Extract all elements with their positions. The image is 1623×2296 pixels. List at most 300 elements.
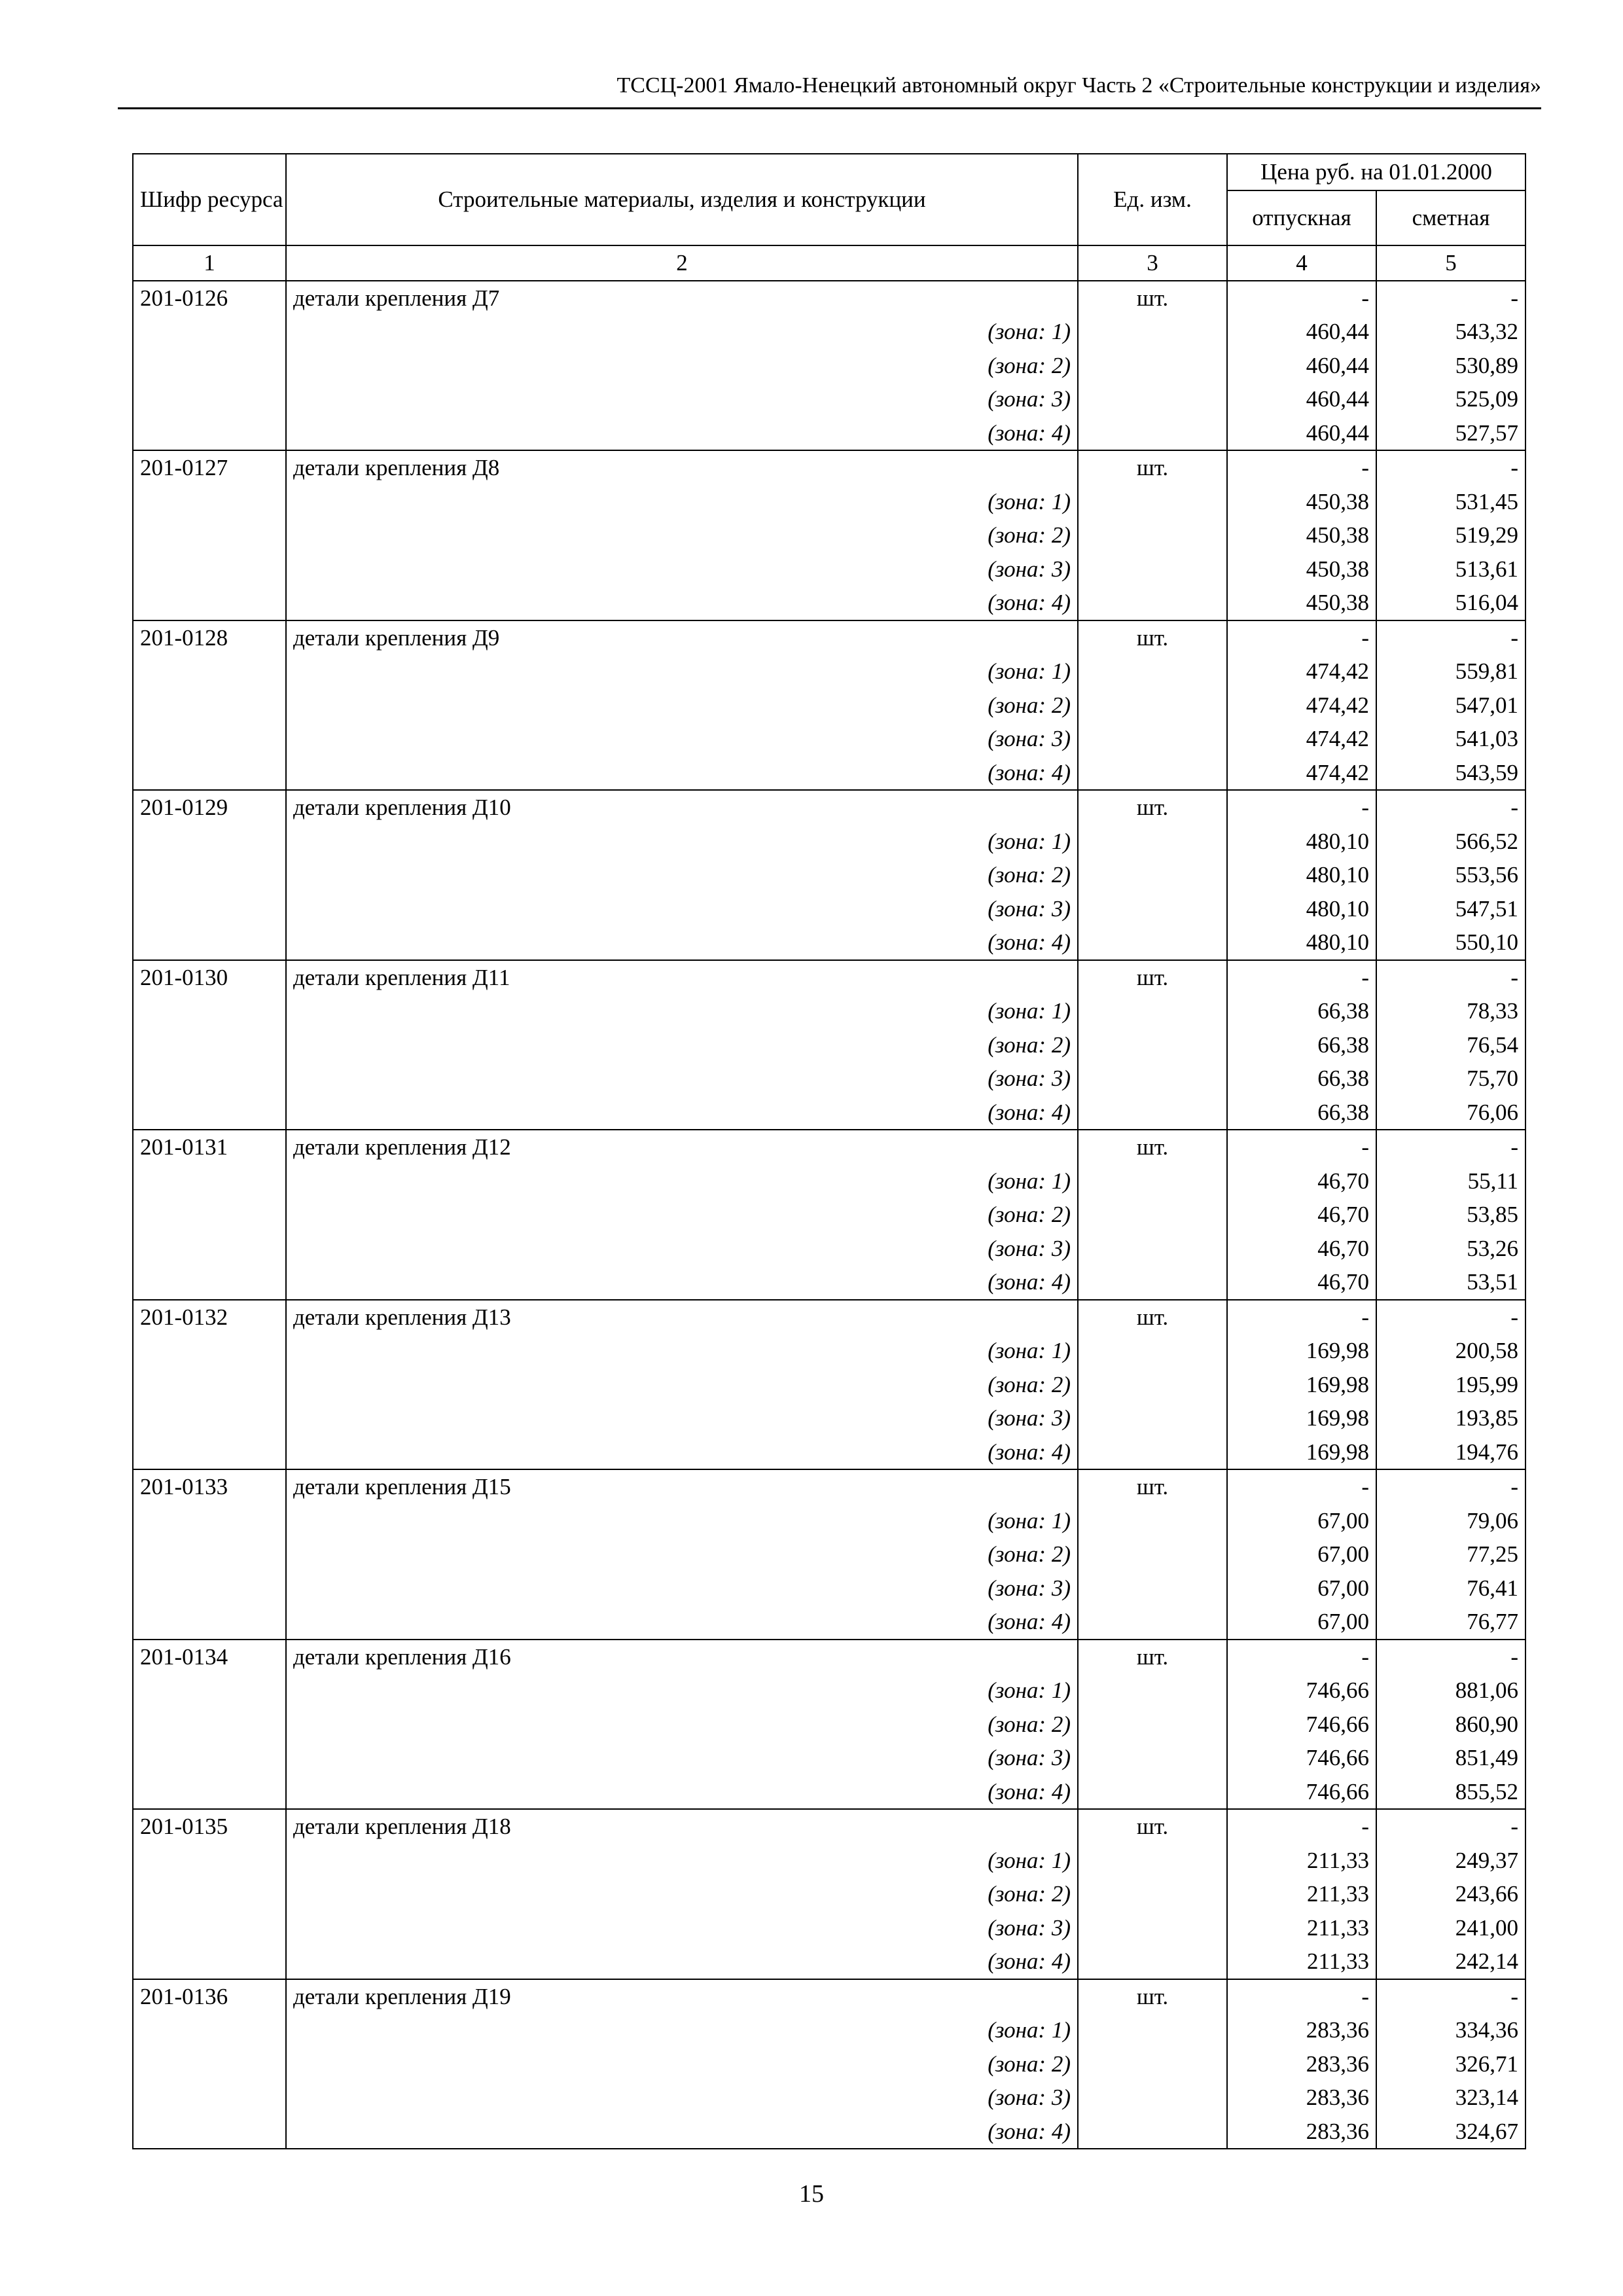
zone-row (133, 1232, 1525, 1266)
empty-cell (133, 2013, 286, 2047)
empty-cell (133, 552, 286, 586)
empty-cell (133, 1674, 286, 1708)
estimate-price: 531,45 (1376, 485, 1525, 519)
empty-cell (1078, 1164, 1227, 1198)
estimate-price: 194,76 (1376, 1435, 1525, 1470)
item-name: детали крепления Д11 (286, 960, 1078, 995)
empty-cell (133, 1504, 286, 1538)
zone-label: (зона: 1) (286, 994, 1078, 1028)
release-price: 169,98 (1227, 1368, 1376, 1402)
empty-cell (133, 892, 286, 926)
resource-code: 201-0129 (133, 790, 286, 825)
estimate-price: 547,51 (1376, 892, 1525, 926)
empty-cell (1078, 586, 1227, 620)
empty-cell (1078, 1844, 1227, 1878)
unit-cell: шт. (1078, 1300, 1227, 1335)
zone-row (133, 892, 1525, 926)
estimate-price: 76,06 (1376, 1096, 1525, 1130)
empty-cell (133, 1164, 286, 1198)
estimate-price: 77,25 (1376, 1537, 1525, 1571)
estimate-price: - (1376, 1809, 1525, 1844)
release-price: 211,33 (1227, 1844, 1376, 1878)
empty-cell (1078, 2013, 1227, 2047)
column-number: 1 (133, 245, 286, 281)
estimate-price: - (1376, 960, 1525, 995)
zone-label: (зона: 2) (286, 1537, 1078, 1571)
empty-cell (1078, 1062, 1227, 1096)
release-price: - (1227, 1469, 1376, 1504)
empty-cell (133, 1198, 286, 1232)
zone-label: (зона: 3) (286, 722, 1078, 756)
estimate-price: 513,61 (1376, 552, 1525, 586)
release-price: - (1227, 281, 1376, 315)
empty-cell (133, 1844, 286, 1878)
empty-cell (1078, 382, 1227, 416)
estimate-price: - (1376, 1300, 1525, 1335)
zone-row (133, 1334, 1525, 1368)
estimate-price: 541,03 (1376, 722, 1525, 756)
empty-cell (1078, 722, 1227, 756)
zone-row (133, 1435, 1525, 1470)
empty-cell (133, 1877, 286, 1911)
estimate-price: 525,09 (1376, 382, 1525, 416)
page-header (118, 65, 1541, 109)
zone-row (133, 1368, 1525, 1402)
zone-label: (зона: 3) (286, 1401, 1078, 1435)
release-price: - (1227, 1640, 1376, 1674)
empty-cell (1078, 756, 1227, 791)
zone-label: (зона: 1) (286, 1504, 1078, 1538)
empty-cell (1078, 518, 1227, 552)
zone-row (133, 1605, 1525, 1640)
release-price: 480,10 (1227, 925, 1376, 960)
empty-cell (1078, 1708, 1227, 1742)
unit-cell: шт. (1078, 960, 1227, 995)
unit-cell: шт. (1078, 620, 1227, 655)
zone-row (133, 382, 1525, 416)
empty-cell (1078, 1504, 1227, 1538)
header-unit: Ед. изм. (1078, 154, 1227, 245)
zone-row (133, 655, 1525, 689)
table-row (133, 790, 1525, 825)
empty-cell (133, 1435, 286, 1470)
estimate-price: - (1376, 1979, 1525, 2014)
zone-row (133, 2013, 1525, 2047)
release-price: 169,98 (1227, 1401, 1376, 1435)
resource-code: 201-0126 (133, 281, 286, 315)
zone-row (133, 2047, 1525, 2081)
empty-cell (1078, 349, 1227, 383)
estimate-price: 242,14 (1376, 1945, 1525, 1979)
estimate-price: 851,49 (1376, 1741, 1525, 1775)
release-price: 169,98 (1227, 1334, 1376, 1368)
empty-cell (1078, 1265, 1227, 1300)
empty-cell (133, 655, 286, 689)
table-row (133, 960, 1525, 995)
release-price: 746,66 (1227, 1741, 1376, 1775)
estimate-price: 547,01 (1376, 689, 1525, 723)
table-row (133, 1300, 1525, 1335)
zone-label: (зона: 2) (286, 689, 1078, 723)
release-price: - (1227, 790, 1376, 825)
empty-cell (133, 825, 286, 859)
table-header-row (133, 154, 1525, 190)
empty-cell (133, 2047, 286, 2081)
table-row (133, 620, 1525, 655)
release-price: 46,70 (1227, 1198, 1376, 1232)
release-price: 450,38 (1227, 586, 1376, 620)
estimate-price: 53,85 (1376, 1198, 1525, 1232)
estimate-price: 249,37 (1376, 1844, 1525, 1878)
empty-cell (1078, 1334, 1227, 1368)
estimate-price: 76,41 (1376, 1571, 1525, 1605)
release-price: - (1227, 960, 1376, 995)
empty-cell (133, 315, 286, 349)
empty-cell (133, 1401, 286, 1435)
zone-label: (зона: 2) (286, 1708, 1078, 1742)
empty-cell (1078, 994, 1227, 1028)
release-price: - (1227, 1979, 1376, 2014)
zone-label: (зона: 4) (286, 925, 1078, 960)
zone-label: (зона: 3) (286, 1571, 1078, 1605)
zone-label: (зона: 4) (286, 1435, 1078, 1470)
zone-label: (зона: 2) (286, 858, 1078, 892)
estimate-price: 195,99 (1376, 1368, 1525, 1402)
estimate-price: 855,52 (1376, 1775, 1525, 1810)
empty-cell (1078, 1877, 1227, 1911)
zone-label: (зона: 3) (286, 1232, 1078, 1266)
resource-code: 201-0134 (133, 1640, 286, 1674)
release-price: 283,36 (1227, 2013, 1376, 2047)
empty-cell (133, 925, 286, 960)
release-price: 66,38 (1227, 994, 1376, 1028)
estimate-price: 53,26 (1376, 1232, 1525, 1266)
zone-row (133, 1708, 1525, 1742)
resource-code: 201-0132 (133, 1300, 286, 1335)
zone-label: (зона: 2) (286, 1198, 1078, 1232)
zone-label: (зона: 3) (286, 892, 1078, 926)
zone-row (133, 2081, 1525, 2115)
zone-label: (зона: 1) (286, 1674, 1078, 1708)
empty-cell (133, 1368, 286, 1402)
empty-cell (1078, 1096, 1227, 1130)
zone-label: (зона: 4) (286, 1096, 1078, 1130)
zone-row (133, 1877, 1525, 1911)
empty-cell (133, 1265, 286, 1300)
resource-code: 201-0127 (133, 450, 286, 485)
estimate-price: - (1376, 790, 1525, 825)
estimate-price: 243,66 (1376, 1877, 1525, 1911)
zone-label: (зона: 1) (286, 485, 1078, 519)
release-price: 460,44 (1227, 416, 1376, 451)
zone-row (133, 1945, 1525, 1979)
price-table-body (133, 281, 1525, 2149)
estimate-price: 75,70 (1376, 1062, 1525, 1096)
release-price: 283,36 (1227, 2115, 1376, 2149)
release-price: 460,44 (1227, 349, 1376, 383)
zone-row (133, 994, 1525, 1028)
zone-row (133, 756, 1525, 791)
zone-row (133, 825, 1525, 859)
empty-cell (133, 349, 286, 383)
unit-cell: шт. (1078, 1130, 1227, 1164)
zone-row (133, 315, 1525, 349)
estimate-price: 193,85 (1376, 1401, 1525, 1435)
table-row (133, 1469, 1525, 1504)
zone-row (133, 1401, 1525, 1435)
unit-cell: шт. (1078, 281, 1227, 315)
release-price: 480,10 (1227, 858, 1376, 892)
estimate-price: 53,51 (1376, 1265, 1525, 1300)
release-price: 66,38 (1227, 1028, 1376, 1062)
estimate-price: 334,36 (1376, 2013, 1525, 2047)
unit-cell: шт. (1078, 1640, 1227, 1674)
estimate-price: 516,04 (1376, 586, 1525, 620)
estimate-price: 323,14 (1376, 2081, 1525, 2115)
empty-cell (133, 1571, 286, 1605)
zone-label: (зона: 2) (286, 518, 1078, 552)
zone-row (133, 1164, 1525, 1198)
empty-cell (1078, 1198, 1227, 1232)
zone-row (133, 722, 1525, 756)
zone-label: (зона: 2) (286, 2047, 1078, 2081)
zone-label: (зона: 4) (286, 586, 1078, 620)
item-name: детали крепления Д18 (286, 1809, 1078, 1844)
table-row (133, 281, 1525, 315)
estimate-price: - (1376, 1469, 1525, 1504)
item-name: детали крепления Д19 (286, 1979, 1078, 2014)
zone-row (133, 1062, 1525, 1096)
zone-label: (зона: 3) (286, 552, 1078, 586)
release-price: 746,66 (1227, 1775, 1376, 1810)
zone-label: (зона: 3) (286, 1741, 1078, 1775)
empty-cell (133, 1741, 286, 1775)
release-price: 66,38 (1227, 1096, 1376, 1130)
release-price: - (1227, 620, 1376, 655)
release-price: 746,66 (1227, 1674, 1376, 1708)
empty-cell (1078, 1775, 1227, 1810)
column-number: 5 (1376, 245, 1525, 281)
empty-cell (1078, 1741, 1227, 1775)
empty-cell (1078, 552, 1227, 586)
empty-cell (133, 1775, 286, 1810)
column-number: 2 (286, 245, 1078, 281)
estimate-price: 543,32 (1376, 315, 1525, 349)
resource-code: 201-0131 (133, 1130, 286, 1164)
zone-row (133, 1741, 1525, 1775)
resource-code: 201-0136 (133, 1979, 286, 2014)
zone-row (133, 416, 1525, 451)
header-estimate: сметная (1376, 190, 1525, 245)
item-name: детали крепления Д13 (286, 1300, 1078, 1335)
zone-label: (зона: 1) (286, 1844, 1078, 1878)
empty-cell (133, 518, 286, 552)
empty-cell (1078, 1911, 1227, 1945)
empty-cell (133, 689, 286, 723)
resource-code: 201-0135 (133, 1809, 286, 1844)
release-price: 474,42 (1227, 756, 1376, 791)
resource-code: 201-0128 (133, 620, 286, 655)
resource-code: 201-0133 (133, 1469, 286, 1504)
zone-label: (зона: 4) (286, 1605, 1078, 1640)
release-price: 746,66 (1227, 1708, 1376, 1742)
empty-cell (1078, 925, 1227, 960)
zone-label: (зона: 3) (286, 382, 1078, 416)
release-price: 46,70 (1227, 1265, 1376, 1300)
unit-cell: шт. (1078, 1809, 1227, 1844)
empty-cell (1078, 825, 1227, 859)
empty-cell (1078, 2115, 1227, 2149)
zone-label: (зона: 2) (286, 349, 1078, 383)
empty-cell (133, 722, 286, 756)
column-number: 4 (1227, 245, 1376, 281)
release-price: 67,00 (1227, 1537, 1376, 1571)
zone-row (133, 1028, 1525, 1062)
estimate-price: 553,56 (1376, 858, 1525, 892)
page-number: 15 (799, 2180, 824, 2208)
zone-row (133, 925, 1525, 960)
empty-cell (1078, 1571, 1227, 1605)
release-price: 480,10 (1227, 825, 1376, 859)
estimate-price: 527,57 (1376, 416, 1525, 451)
zone-row (133, 1674, 1525, 1708)
estimate-price: 559,81 (1376, 655, 1525, 689)
empty-cell (1078, 1605, 1227, 1640)
zone-label: (зона: 2) (286, 1368, 1078, 1402)
zone-label: (зона: 2) (286, 1877, 1078, 1911)
zone-label: (зона: 3) (286, 2081, 1078, 2115)
zone-row (133, 689, 1525, 723)
release-price: 46,70 (1227, 1164, 1376, 1198)
empty-cell (133, 1708, 286, 1742)
item-name: детали крепления Д15 (286, 1469, 1078, 1504)
empty-cell (1078, 485, 1227, 519)
zone-label: (зона: 4) (286, 416, 1078, 451)
zone-row (133, 2115, 1525, 2149)
release-price: 450,38 (1227, 518, 1376, 552)
header-title: ТССЦ-2001 Ямало-Ненецкий автономный округ Часть 2 «Строительные конструкции и изделия» (616, 73, 1541, 98)
header-price: Цена руб. на 01.01.2000 (1227, 154, 1525, 190)
release-price: 169,98 (1227, 1435, 1376, 1470)
empty-cell (1078, 1232, 1227, 1266)
empty-cell (1078, 655, 1227, 689)
zone-label: (зона: 3) (286, 1062, 1078, 1096)
release-price: 474,42 (1227, 722, 1376, 756)
zone-row (133, 1537, 1525, 1571)
release-price: - (1227, 1300, 1376, 1335)
table-row (133, 1640, 1525, 1674)
release-price: 211,33 (1227, 1877, 1376, 1911)
release-price: - (1227, 1130, 1376, 1164)
release-price: 211,33 (1227, 1911, 1376, 1945)
zone-row (133, 1844, 1525, 1878)
zone-row (133, 1096, 1525, 1130)
empty-cell (133, 1605, 286, 1640)
zone-label: (зона: 4) (286, 2115, 1078, 2149)
table-row (133, 1809, 1525, 1844)
release-price: 450,38 (1227, 552, 1376, 586)
zone-row (133, 1265, 1525, 1300)
estimate-price: - (1376, 281, 1525, 315)
estimate-price: 860,90 (1376, 1708, 1525, 1742)
estimate-price: 76,77 (1376, 1605, 1525, 1640)
estimate-price: 519,29 (1376, 518, 1525, 552)
header-code: Шифр ресурса (133, 154, 286, 245)
empty-cell (133, 1911, 286, 1945)
empty-cell (133, 1334, 286, 1368)
release-price: 283,36 (1227, 2081, 1376, 2115)
empty-cell (1078, 2081, 1227, 2115)
zone-label: (зона: 4) (286, 1945, 1078, 1979)
zone-row (133, 1571, 1525, 1605)
release-price: 460,44 (1227, 382, 1376, 416)
item-name: детали крепления Д8 (286, 450, 1078, 485)
release-price: 67,00 (1227, 1605, 1376, 1640)
zone-row (133, 1911, 1525, 1945)
empty-cell (133, 858, 286, 892)
empty-cell (1078, 1401, 1227, 1435)
estimate-price: - (1376, 620, 1525, 655)
zone-label: (зона: 1) (286, 2013, 1078, 2047)
release-price: 474,42 (1227, 655, 1376, 689)
empty-cell (1078, 1674, 1227, 1708)
unit-cell: шт. (1078, 1469, 1227, 1504)
empty-cell (133, 1537, 286, 1571)
empty-cell (133, 2115, 286, 2149)
empty-cell (1078, 1945, 1227, 1979)
unit-cell: шт. (1078, 790, 1227, 825)
estimate-price: - (1376, 450, 1525, 485)
empty-cell (1078, 2047, 1227, 2081)
empty-cell (1078, 1537, 1227, 1571)
zone-row (133, 858, 1525, 892)
item-name: детали крепления Д9 (286, 620, 1078, 655)
zone-row (133, 349, 1525, 383)
price-table (132, 153, 1526, 2149)
unit-cell: шт. (1078, 1979, 1227, 2014)
zone-row (133, 552, 1525, 586)
zone-row (133, 485, 1525, 519)
empty-cell (1078, 892, 1227, 926)
release-price: - (1227, 450, 1376, 485)
empty-cell (133, 416, 286, 451)
zone-row (133, 1198, 1525, 1232)
estimate-price: 241,00 (1376, 1911, 1525, 1945)
estimate-price: - (1376, 1640, 1525, 1674)
estimate-price: 550,10 (1376, 925, 1525, 960)
release-price: 450,38 (1227, 485, 1376, 519)
zone-label: (зона: 1) (286, 315, 1078, 349)
item-name: детали крепления Д12 (286, 1130, 1078, 1164)
zone-label: (зона: 4) (286, 1265, 1078, 1300)
estimate-price: 324,67 (1376, 2115, 1525, 2149)
zone-row (133, 1775, 1525, 1810)
estimate-price: 79,06 (1376, 1504, 1525, 1538)
empty-cell (1078, 416, 1227, 451)
estimate-price: 543,59 (1376, 756, 1525, 791)
zone-label: (зона: 4) (286, 1775, 1078, 1810)
release-price: 67,00 (1227, 1571, 1376, 1605)
empty-cell (133, 756, 286, 791)
estimate-price: 326,71 (1376, 2047, 1525, 2081)
header-release: отпускная (1227, 190, 1376, 245)
release-price: 46,70 (1227, 1232, 1376, 1266)
zone-row (133, 586, 1525, 620)
release-price: 211,33 (1227, 1945, 1376, 1979)
estimate-price: 566,52 (1376, 825, 1525, 859)
estimate-price: 76,54 (1376, 1028, 1525, 1062)
empty-cell (133, 1096, 286, 1130)
